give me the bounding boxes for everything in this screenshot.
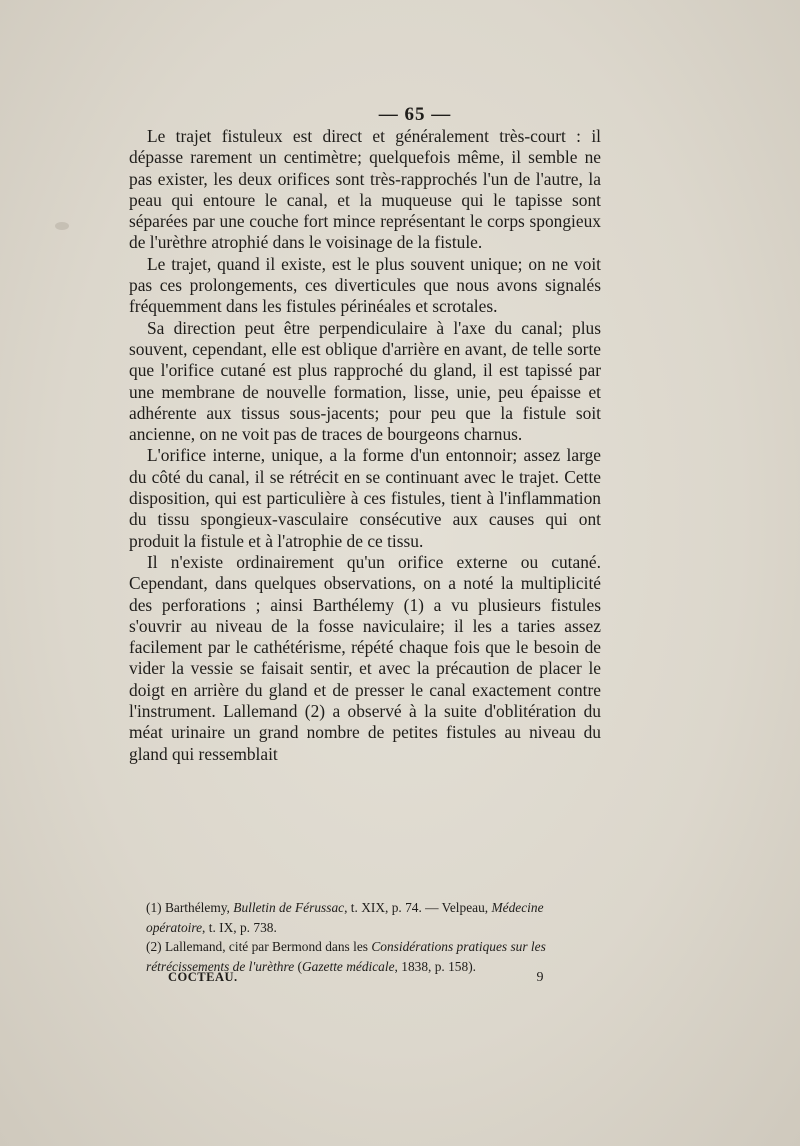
printer-signature <box>168 970 544 985</box>
signature-number: 9 <box>536 970 544 985</box>
signature-name: COCTEAU. <box>168 970 238 984</box>
paragraph-2: Le trajet, quand il existe, est le plus souvent unique; on ne voit pas ces prolongements, ces diverticules que nous avons signalés fréquemment dans les fistules périnéales et scrotales. <box>129 253 601 317</box>
footnote-1: (1) Barthélemy, Bulletin de Férussac, t. XIX, p. 74. — Velpeau, Médecine opératoire, t. IX, p. 738. <box>146 900 544 935</box>
paragraph-1: Le trajet fistuleux est direct et généralement très-court : il dépasse rarement un centimètre; quelquefois même, il semble ne pas exister, les deux orifices sont très-rapprochés l'un de l'autre, la peau qui entoure le canal, et la muqueuse qui le tapisse sont séparées par une couche fort mince représentant le corps spongieux de l'urèthre atrophié dans le voisinage de la fistule. <box>129 126 601 253</box>
paper-stain <box>55 222 69 230</box>
paragraph-3: Sa direction peut être perpendiculaire à l'axe du canal; plus souvent, cependant, elle est oblique d'arrière en avant, de telle sorte que l'orifice cutané est plus rapproché du gland, il est tapissé par une membrane de nouvelle formation, lisse, unie, peu épaisse et adhérente aux tissus sous-jacents; pour peu que la fistule soit ancienne, on ne voit pas de traces de bourgeons charnus. <box>129 317 601 445</box>
paragraph-4: L'orifice interne, unique, a la forme d'un entonnoir; assez large du côté du canal, il se rétrécit en se continuant avec le trajet. Cette disposition, qui est particulière à ces fistules, tient à l'inflammation du tissu spongieux-vasculaire consécutive aux causes qui ont produit la fistule et à l'atrophie de ce tissu. <box>129 445 601 551</box>
body-text <box>129 126 601 765</box>
footnote-2: (2) Lallemand, cité par Bermond dans les Considérations pratiques sur les rétrécissements de l'urèthre (Gazette médicale, 1838, p. 158). <box>146 939 546 974</box>
footnotes <box>146 898 606 976</box>
page-number: — 65 — <box>378 104 452 125</box>
paragraph-5: Il n'existe ordinairement qu'un orifice externe ou cutané. Cependant, dans quelques observations, on a noté la multiplicité des perforations ; ainsi Barthélemy (1) a vu plusieurs fistules s'ouvrir au niveau de la fosse naviculaire; il les a taries assez facilement par le cathétérisme, répété chaque fois que le besoin de vider la vessie se faisait sentir, et avec la précaution de placer le doigt en arrière du gland et de presser le canal exactement contre l'instrument. Lallemand (2) a observé à la suite d'oblitération du méat urinaire un grand nombre de petites fistules au niveau du gland qui ressemblait <box>129 551 601 764</box>
